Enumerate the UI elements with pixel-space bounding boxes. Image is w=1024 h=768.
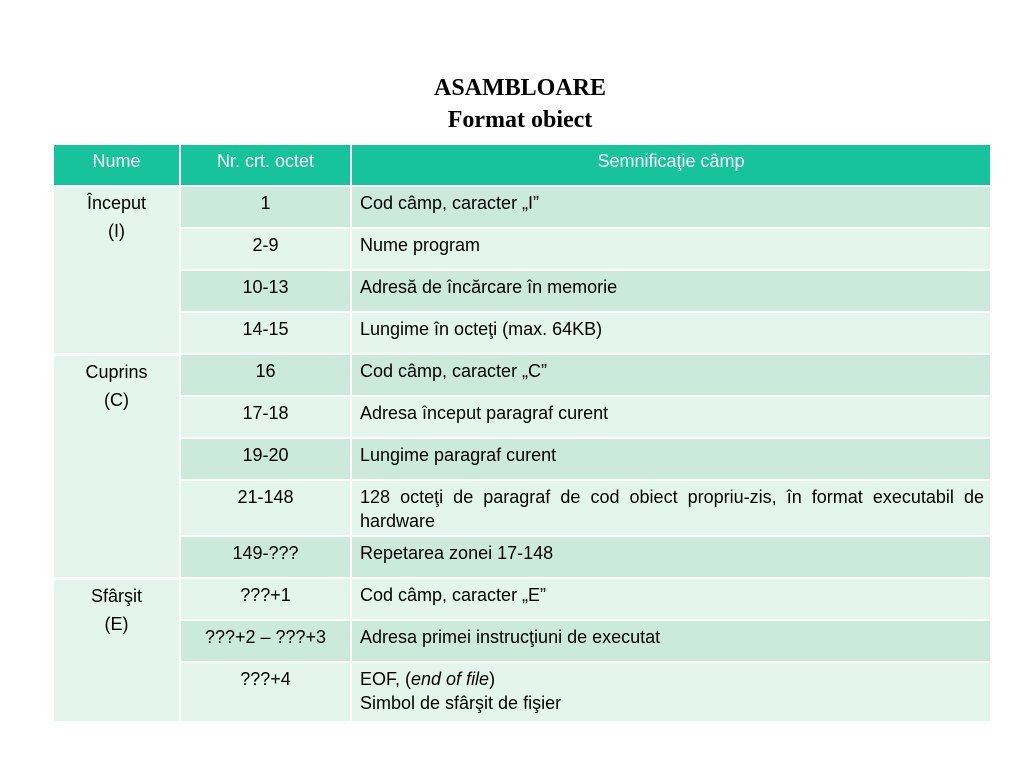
sem-text-line2: Simbol de sfârşit de fişier [360, 693, 562, 713]
group-name: Început [86, 193, 147, 213]
table-row [53, 270, 991, 312]
slide-title [0, 72, 1024, 136]
sem-text-italic: end of file [411, 669, 490, 689]
group-name: Cuprins [85, 361, 148, 382]
sem-cell: Repetarea zonei 17-148 [351, 536, 991, 578]
header-semnificatie: Semnificaţie câmp [351, 144, 991, 186]
nr-cell: 1 [180, 186, 351, 228]
sem-cell: Adresă de încărcare în memorie [351, 270, 991, 312]
nr-cell: 149-??? [180, 536, 351, 578]
table-row [53, 662, 991, 722]
title-line-1: ASAMBLOARE [433, 75, 607, 101]
nr-cell: 17-18 [180, 396, 351, 438]
header-row [53, 144, 991, 186]
group-abbr: (E) [104, 613, 129, 634]
format-table [52, 143, 992, 724]
sem-cell [351, 662, 991, 722]
table-row [53, 186, 991, 228]
group-name: Sfârşit [90, 585, 142, 606]
table-row [53, 312, 991, 354]
sem-text-suffix: ) [489, 669, 496, 689]
sem-text-prefix: EOF, ( [360, 669, 412, 689]
sem-cell: Nume program [351, 228, 991, 270]
header-nr-crt-octet: Nr. crt. octet [180, 144, 351, 186]
nr-cell: 19-20 [180, 438, 351, 480]
nr-cell: 2-9 [180, 228, 351, 270]
table-row [53, 228, 991, 270]
table-row [53, 396, 991, 438]
nr-cell: 16 [180, 354, 351, 396]
header-nume: Nume [53, 144, 180, 186]
sem-cell: Cod câmp, caracter „E” [351, 578, 991, 620]
group-name-cell [53, 186, 180, 354]
table-row [53, 438, 991, 480]
table-row [53, 578, 991, 620]
nr-cell: 21-148 [180, 480, 351, 536]
table-row [53, 480, 991, 536]
group-name-cell [53, 578, 180, 722]
sem-cell: Cod câmp, caracter „C” [351, 354, 991, 396]
table-row [53, 536, 991, 578]
nr-cell: ???+2 – ???+3 [180, 620, 351, 662]
sem-cell: 128 octeţi de paragraf de cod obiect propriu-zis, în format executabil de hardware [351, 480, 991, 536]
table-row [53, 620, 991, 662]
nr-cell: ???+4 [180, 662, 351, 722]
nr-cell: 14-15 [180, 312, 351, 354]
nr-cell: ???+1 [180, 578, 351, 620]
sem-cell: Adresa primei instrucţiuni de executat [351, 620, 991, 662]
sem-cell: Cod câmp, caracter „I” [351, 186, 991, 228]
sem-cell: Lungime paragraf curent [351, 438, 991, 480]
table-row [53, 354, 991, 396]
group-name-cell [53, 354, 180, 578]
nr-cell: 10-13 [180, 270, 351, 312]
group-abbr: (I) [108, 221, 125, 241]
sem-cell: Lungime în octeţi (max. 64KB) [351, 312, 991, 354]
title-line-2: Format obiect [447, 107, 593, 133]
group-abbr: (C) [104, 389, 129, 410]
sem-cell: Adresa început paragraf curent [351, 396, 991, 438]
